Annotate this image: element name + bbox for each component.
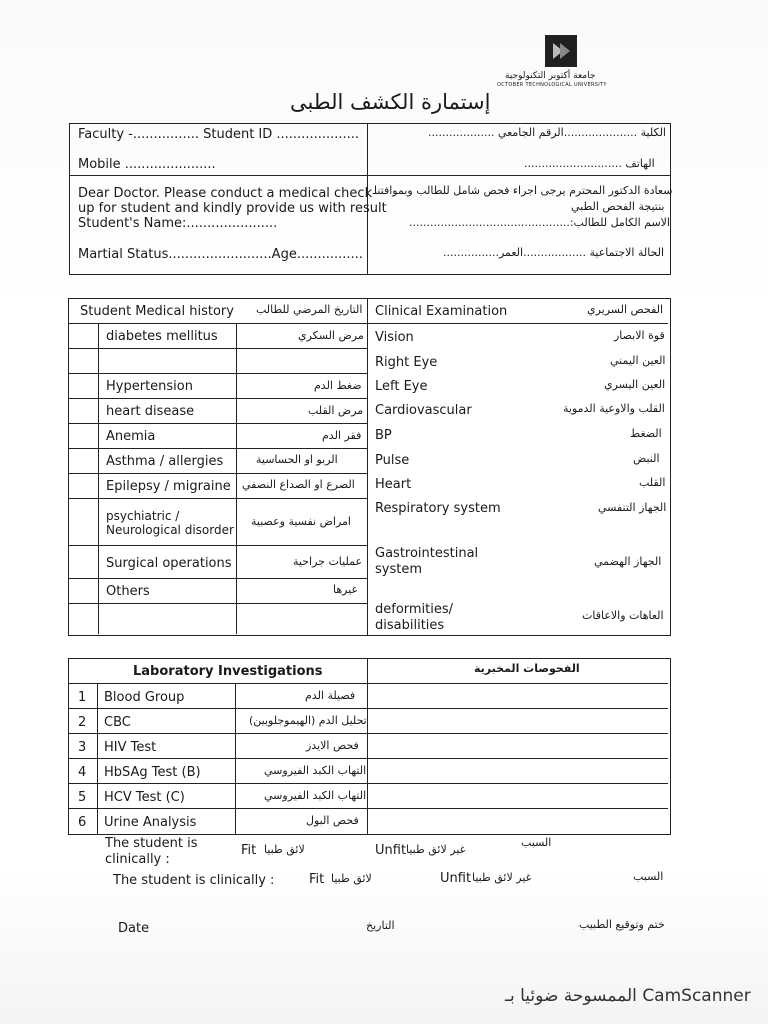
clinical-item-left-eye: Left Eye <box>375 379 428 394</box>
history-item-others-ar: غيرها <box>333 583 358 596</box>
history-item-anemia-ar: فقر الدم <box>322 429 362 442</box>
clinical-item-disabilities: disabilities <box>375 618 445 633</box>
lab-item-blood-group-ar: فصيلة الدم <box>305 689 356 702</box>
student-name-line-ar[interactable]: الاسم الكامل للطالب:.............................................. <box>409 216 670 229</box>
clinical-item-vision-ar: قوة الابصار <box>614 329 665 342</box>
reason-label-2: السبب <box>633 870 664 883</box>
lab-item-cbc-ar: تحليل الدم (الهيموجلوبين) <box>249 714 367 727</box>
history-item-neurological: Neurological disorder <box>106 523 234 537</box>
unfit-option-1[interactable]: Unfit <box>375 843 407 858</box>
history-item-anemia: Anemia <box>106 429 156 444</box>
request-text-1: Dear Doctor. Please conduct a medical check- <box>78 186 377 201</box>
fit-option-1[interactable]: Fit <box>241 843 257 858</box>
clinical-item-bp-ar: الضغط <box>630 427 662 440</box>
history-item-psychiatric: psychiatric / <box>106 509 180 523</box>
request-text-ar-2: بنتيجة الفحص الطبي <box>571 200 665 213</box>
clinical-title-ar: الفحص السريري <box>587 303 664 316</box>
lab-title: Laboratory Investigations <box>133 664 323 679</box>
fit-option-1-ar[interactable]: لائق طبيا <box>264 843 305 856</box>
lab-item-hiv: HIV Test <box>104 740 157 755</box>
history-item-surgical-ar: عمليات جراحية <box>293 555 363 568</box>
clinical-item-pulse: Pulse <box>375 453 410 468</box>
lab-row-number: 1 <box>78 690 87 705</box>
lab-row-number: 6 <box>78 815 87 830</box>
unfit-option-2[interactable]: Unfit <box>440 871 472 886</box>
clinical-item-cardiovascular: Cardiovascular <box>375 403 472 418</box>
history-item-diabetes-ar: مرض السكري <box>298 329 364 342</box>
university-name-en: OCTOBER TECHNOLOGICAL UNIVERSITY <box>497 82 607 88</box>
history-item-hypertension-ar: ضغط الدم <box>314 379 362 392</box>
lab-row-number: 5 <box>78 790 87 805</box>
clinical-item-gastrointestinal-ar: الجهاز الهضمي <box>594 555 662 568</box>
clinical-item-deformities: deformities/ <box>375 602 454 617</box>
lab-item-hbsag: HbSAg Test (B) <box>104 765 201 780</box>
history-item-asthma-ar: الربو او الحساسية <box>256 453 338 466</box>
lab-item-hcv: HCV Test (C) <box>104 790 185 805</box>
reason-label-1: السبب <box>521 836 552 849</box>
history-item-heart-disease: heart disease <box>106 404 195 419</box>
result-label-1b: clinically : <box>105 852 170 867</box>
fit-option-2-ar[interactable]: لائق طبيا <box>331 872 372 885</box>
lab-item-urine: Urine Analysis <box>104 815 197 830</box>
clinical-item-gastrointestinal-2: system <box>375 562 422 577</box>
lab-title-ar: الفحوصات المخبرية <box>474 662 580 675</box>
form-title: إستمارة الكشف الطبى <box>290 90 491 114</box>
history-item-epilepsy: Epilepsy / migraine <box>106 479 231 494</box>
clinical-item-left-eye-ar: العين اليسري <box>604 378 666 391</box>
lab-row-number: 3 <box>78 740 87 755</box>
university-logo-icon <box>545 35 577 67</box>
history-item-hypertension: Hypertension <box>106 379 193 394</box>
clinical-item-gastrointestinal: Gastrointestinal <box>375 546 479 561</box>
lab-item-hiv-ar: فحص الايدز <box>306 739 359 752</box>
lab-item-cbc: CBC <box>104 715 131 730</box>
unfit-option-2-ar[interactable]: غير لائق طبيا <box>472 871 532 884</box>
clinical-item-respiratory-ar: الجهاز التنفسي <box>598 501 667 514</box>
history-title-ar: التاريخ المرضي للطالب <box>256 303 363 316</box>
clinical-item-heart: Heart <box>375 477 412 492</box>
result-label-2: The student is clinically : <box>113 873 275 888</box>
scanner-watermark: CamScanner الممسوحة ضوئيا بـ <box>505 986 751 1006</box>
fit-option-2[interactable]: Fit <box>309 872 325 887</box>
mobile-line-ar[interactable]: الهاتف ............................ <box>524 157 655 170</box>
unfit-option-1-ar[interactable]: غير لائق طبيا <box>406 843 466 856</box>
student-name-line[interactable]: Student's Name:...................... <box>78 216 278 231</box>
request-text-ar-1: سعادة الدكتور المحترم يرجى اجراء فحص شامل للطالب وبموافتنا <box>374 184 673 197</box>
lab-row-number: 4 <box>78 765 87 780</box>
clinical-item-cardiovascular-ar: القلب والاوعية الدموية <box>563 402 665 415</box>
doctor-stamp-label: ختم وتوقيع الطبيب <box>579 918 665 931</box>
lab-item-hcv-ar: التهاب الكبد الفيروسي <box>264 789 367 802</box>
history-item-heart-disease-ar: مرض القلب <box>308 404 364 417</box>
history-title: Student Medical history <box>80 304 234 319</box>
clinical-item-deformities-ar: العاهات والاعاقات <box>582 609 664 622</box>
clinical-item-heart-ar: القلب <box>639 476 666 489</box>
faculty-studentid-line[interactable]: Faculty -................ Student ID .................... <box>78 127 360 142</box>
marital-age-line-ar[interactable]: الحالة الاجتماعية ..................العمر................ <box>443 246 665 259</box>
result-label-1a: The student is <box>105 836 198 851</box>
marital-age-line[interactable]: Martial Status.........................Age................ <box>78 247 363 262</box>
history-item-psychiatric-ar: امراض نفسية وعصبية <box>251 515 351 528</box>
history-item-diabetes: diabetes mellitus <box>106 329 218 344</box>
lab-row-number: 2 <box>78 715 87 730</box>
date-label-ar: التاريخ <box>366 919 395 932</box>
lab-item-blood-group: Blood Group <box>104 690 185 705</box>
clinical-item-pulse-ar: النبض <box>633 452 660 465</box>
lab-item-hbsag-ar: التهاب الكبد الفيروسي <box>264 764 367 777</box>
clinical-item-vision: Vision <box>375 330 414 345</box>
history-item-surgical: Surgical operations <box>106 556 232 571</box>
history-item-epilepsy-ar: الصرع او الصداع النصفي <box>242 478 355 491</box>
mobile-line[interactable]: Mobile ...................... <box>78 157 216 172</box>
request-text-2: up for student and kindly provide us with result <box>78 201 387 216</box>
faculty-studentid-line-ar[interactable]: الكلية .....................الرقم الجامعي ................... <box>428 126 666 139</box>
clinical-title: Clinical Examination <box>375 304 508 319</box>
lab-item-urine-ar: فحص البول <box>306 814 359 827</box>
clinical-item-right-eye-ar: العين اليمني <box>610 354 666 367</box>
history-item-asthma: Asthma / allergies <box>106 454 224 469</box>
clinical-item-right-eye: Right Eye <box>375 355 438 370</box>
clinical-item-bp: BP <box>375 428 392 443</box>
date-label: Date <box>118 921 150 936</box>
university-name-ar: جامعة أكتوبر التكنولوجية <box>505 71 596 81</box>
clinical-item-respiratory: Respiratory system <box>375 501 501 516</box>
history-item-others: Others <box>106 584 150 599</box>
